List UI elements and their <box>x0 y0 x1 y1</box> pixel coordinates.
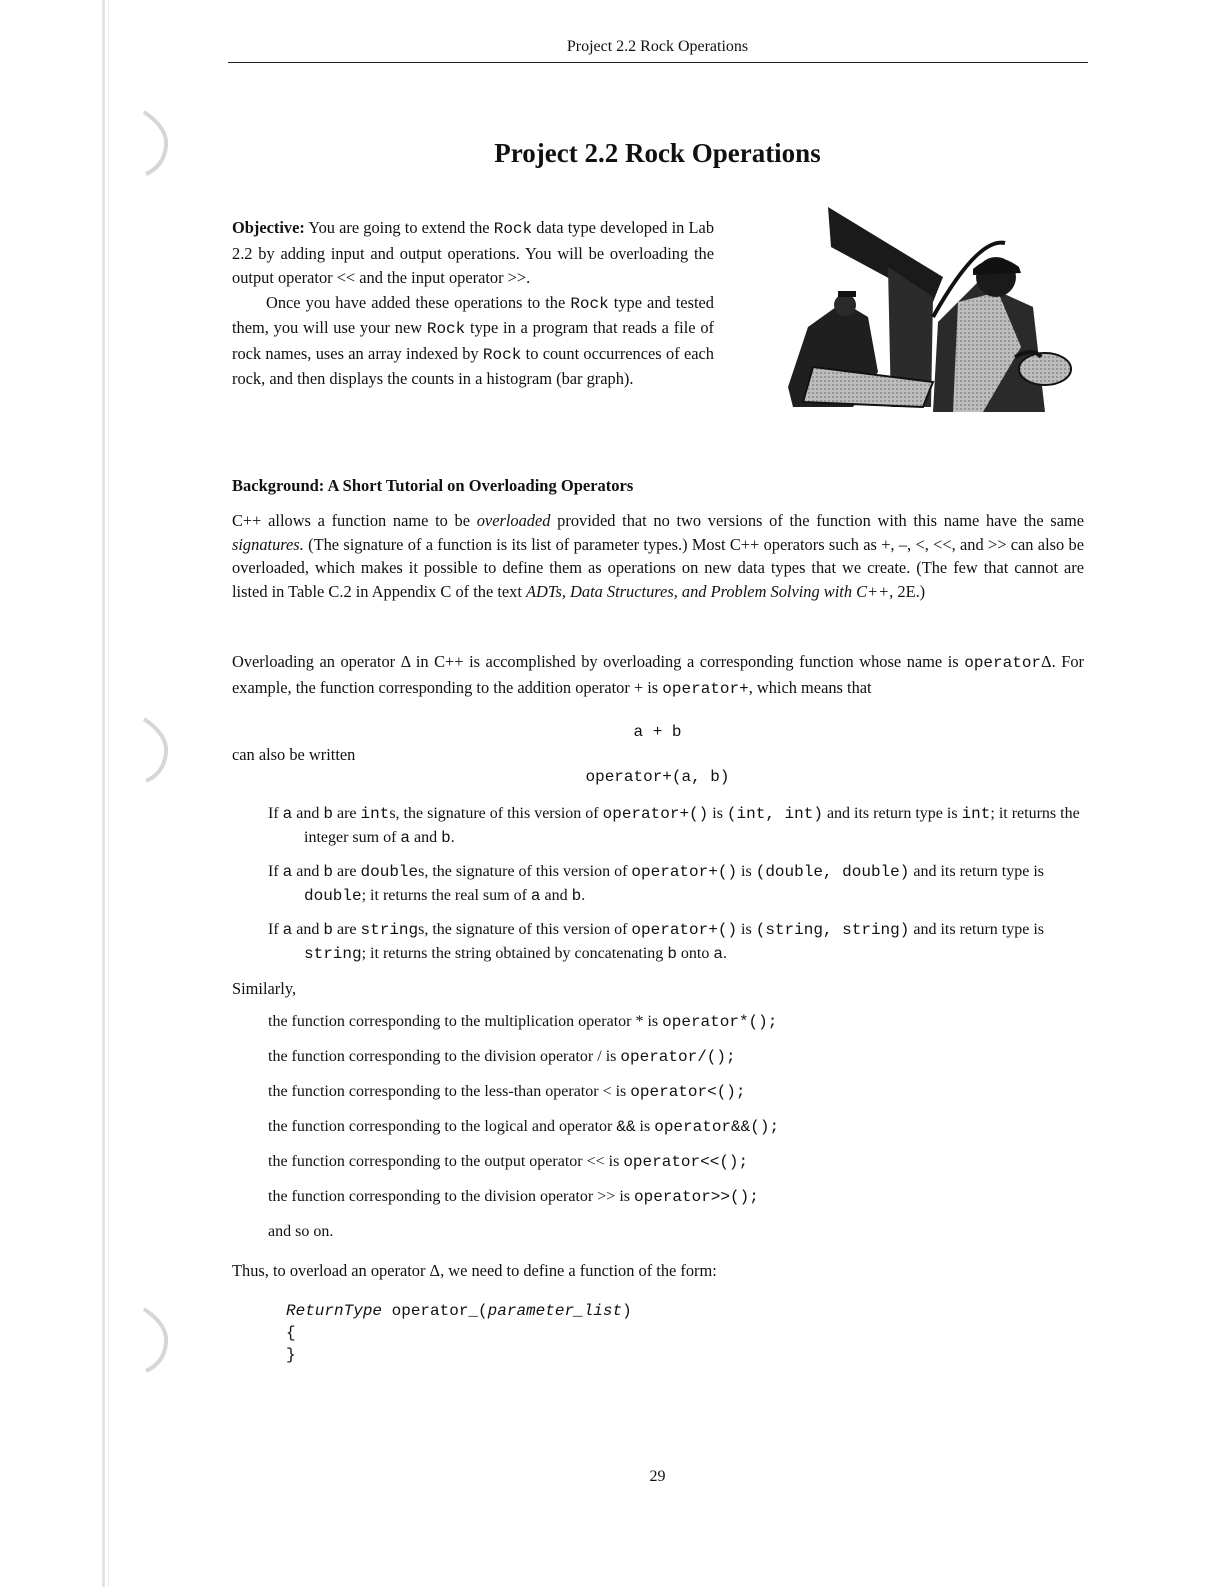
objective-text: Once you have added these operations to the <box>266 292 571 312</box>
expression-a-plus-b: a + b <box>633 723 682 741</box>
punch-hole-top <box>138 108 172 178</box>
body-text: . For example, the function corresponding to the addition operator + is <box>232 652 1084 697</box>
punch-hole-bottom <box>138 1305 172 1375</box>
and-so-on: and so on. <box>268 1223 334 1240</box>
miners-illustration <box>783 207 1073 413</box>
binder-shadow <box>102 0 105 1587</box>
body-text: provided that no two versions of the function with this name have the same <box>550 511 1084 530</box>
function-item-less-than: the function corresponding to the less-than operator < is operator<(); <box>268 1083 746 1101</box>
code-parameter-list: parameter_list <box>487 1302 623 1320</box>
objective-paragraph-2 <box>232 291 714 392</box>
objective-section <box>232 216 714 392</box>
inline-code: operator <box>964 654 1042 672</box>
code-close-paren: ) <box>622 1302 632 1320</box>
rock-code: Rock <box>482 345 522 364</box>
page-number: 29 <box>649 1468 666 1485</box>
background-heading: Background: A Short Tutorial on Overloading Operators <box>232 476 634 495</box>
case-double: If a and b are doubles, the signature of this version of operator+() is (double, double) and its return type is double; it returns the real sum of a and b. <box>268 863 1044 905</box>
code-template <box>286 1300 632 1366</box>
function-item-input: the function corresponding to the division operator >> is operator>>(); <box>268 1188 759 1206</box>
similarly-label: Similarly, <box>232 979 297 998</box>
objective-text: type in a program that reads a file of rock names, uses an array indexed by <box>232 318 714 363</box>
term-signatures: signatures. <box>232 534 304 554</box>
function-item-logical-and: the function corresponding to the logical and operator && is operator&&(); <box>268 1118 780 1136</box>
code-close-brace: } <box>286 1346 296 1364</box>
body-text: (The signature of a function is its list of parameter types.) Most C++ operators such as +, –, <, <<, and >> can also be overloaded, which makes it possible to define them as operations on new data types that we create. (The few that cannot are listed in Table C.2 in Appendix C of the text <box>232 534 1084 601</box>
book-title: ADTs, Data Structures, and Problem Solving with C++ <box>526 581 890 601</box>
rock-code: Rock <box>570 294 609 313</box>
body-text: , 2E.) <box>889 581 926 601</box>
objective-text: data type developed in Lab 2.2 by adding input and output operations. You will be overloading the output operator << and the input operator >>. <box>232 218 715 287</box>
code-return-type: ReturnType <box>286 1302 383 1320</box>
function-item-multiply: the function corresponding to the multiplication operator * is operator*(); <box>268 1013 778 1031</box>
header-rule <box>228 62 1088 63</box>
binder-shadow-2 <box>108 0 109 1587</box>
body-text: Overloading an operator Δ in C++ is accomplished by overloading a corresponding function whose name is <box>232 652 965 671</box>
case-int: If a and b are ints, the signature of this version of operator+() is (int, int) and its return type is int; it returns the integer sum of a and b. <box>268 805 1080 847</box>
delta-symbol: Δ <box>1041 652 1052 671</box>
running-head: Project 2.2 Rock Operations <box>566 38 749 55</box>
term-overloaded: overloaded <box>476 511 551 530</box>
background-paragraph-2 <box>232 650 1084 701</box>
thus-sentence: Thus, to overload an operator Δ, we need to define a function of the form: <box>232 1261 717 1280</box>
code-open-brace: { <box>286 1324 296 1342</box>
also-written-label: can also be written <box>232 745 356 764</box>
objective-text: to count occurrences of each rock, and then displays the counts in a histogram (bar graph). <box>232 343 714 388</box>
rock-code: Rock <box>426 320 466 338</box>
punch-hole-middle <box>138 715 172 785</box>
code-function-name: operator_( <box>382 1302 488 1320</box>
body-text: , which means that <box>748 677 872 697</box>
inline-code: operator+ <box>662 679 749 698</box>
expression-operator-plus: operator+(a, b) <box>585 768 730 786</box>
page-title: Project 2.2 Rock Operations <box>494 138 821 168</box>
function-item-output: the function corresponding to the output operator << is operator<<(); <box>268 1153 749 1171</box>
case-string: If a and b are strings, the signature of this version of operator+() is (string, string) and its return type is string; it returns the string obtained by concatenating b onto a. <box>268 921 1044 963</box>
objective-text: type and tested them, you will use your new <box>232 292 714 337</box>
objective-text: You are going to extend the <box>304 218 494 237</box>
function-item-divide: the function corresponding to the division operator / is operator/(); <box>268 1048 736 1066</box>
objective-paragraph-1 <box>232 216 714 291</box>
body-text: C++ allows a function name to be <box>232 511 477 530</box>
background-paragraph-1 <box>232 509 1084 603</box>
objective-label: Objective: <box>232 218 305 237</box>
rock-code: Rock <box>493 220 533 238</box>
